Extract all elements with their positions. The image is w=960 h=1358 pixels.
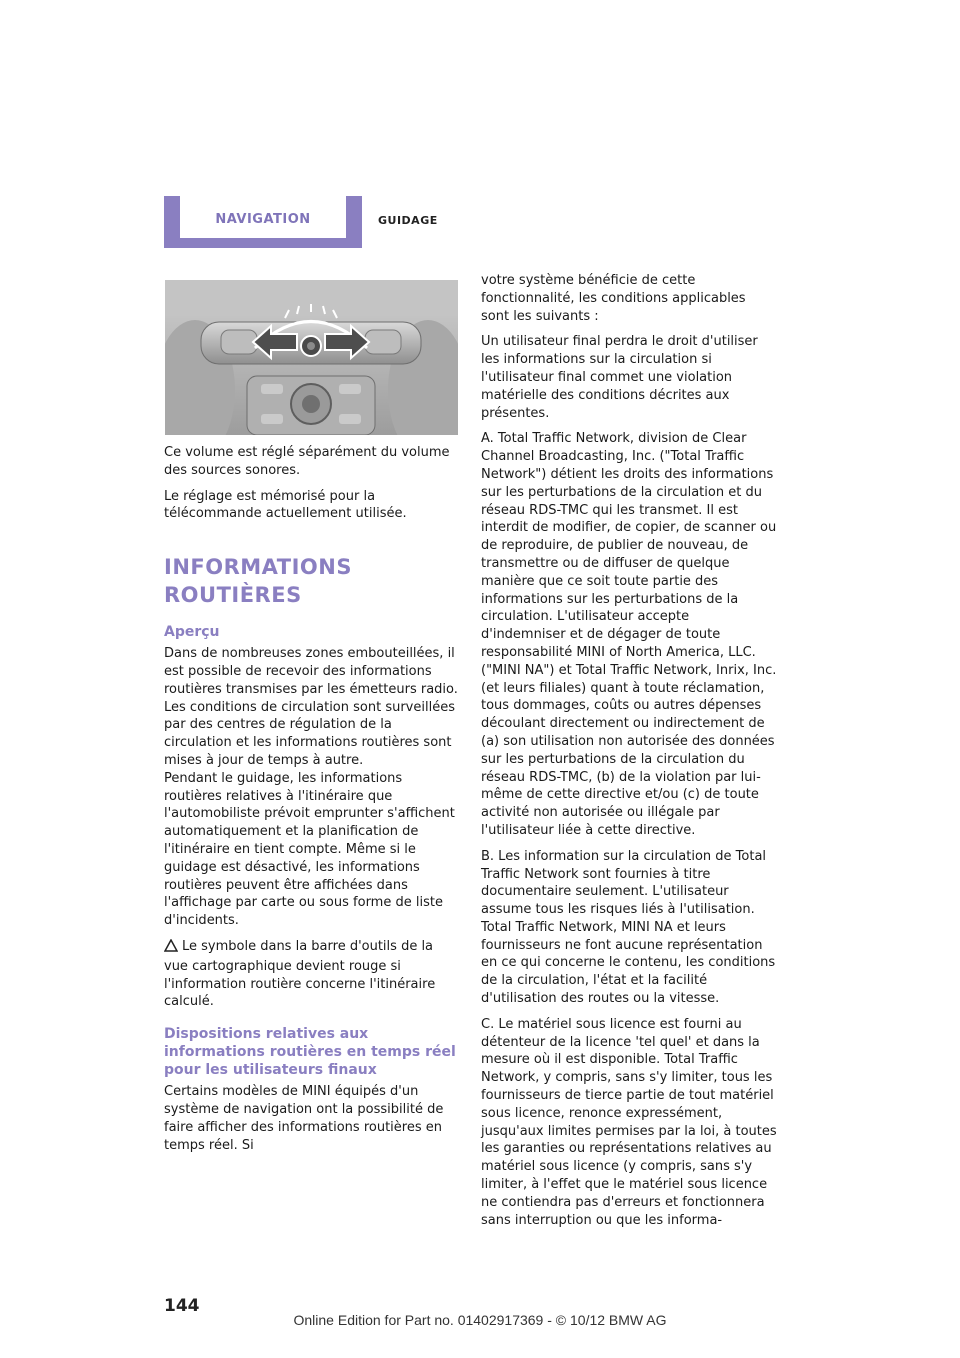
paragraph: Dans de nombreuses zones embouteillées, il est possible de recevoir des informations routières transmises par les émetteurs radio. Les conditions de circulation sont surveillées par des centres de régulation de la circulation et les informations routières sont mises à jour de temps à autre.	[164, 646, 458, 768]
paragraph: C. Le matériel sous licence est fourni au détenteur de la licence 'tel quel' et dans la mesure où il est disponible. Total Traffic Network, y compris, sans s'y limiter, tous les fournisseurs de tierce partie de tout matériel sous licence, renonce expressément, jusqu'aux limites permises par la loi, à toutes les garanties ou représentations relatives au matériel sous licence (y compris, sans s'y limiter, à l'effet que le matériel sous licence ne contiendra pas d'erreurs et fonctionnera sans interruption ou que les informa-	[481, 1016, 777, 1228]
subsection-heading-overview: Aperçu	[164, 624, 220, 641]
paragraph-text: Le symbole dans la barre d'outils de la vue cartographique devient rouge si l'information routière concerne l'itinéraire calculé.	[164, 938, 436, 1010]
page-number: 144	[164, 1296, 200, 1316]
traffic-warning-icon	[164, 939, 178, 958]
paragraph: Certains modèles de MINI équipés d'un système de navigation ont la possibilité de faire afficher des informations routières en temps réel. Si	[164, 1084, 444, 1153]
paragraph: Pendant le guidage, les informations routières relatives à l'itinéraire que l'automobiliste prévoit emprunter s'affichent automatiquement et la planification de l'itinéraire en tient compte. Même si le guidage est désactivé, les informations routières peuvent être affichées dans l'affichage par carte ou sous forme de liste d'incidents.	[164, 770, 455, 929]
left-column	[164, 444, 460, 1154]
section-heading: INFORMATIONS ROUTIÈRES	[164, 555, 352, 608]
dashboard-illustration	[165, 280, 458, 435]
dashboard-photo	[165, 280, 458, 435]
paragraph: A. Total Traffic Network, division de Clear Channel Broadcasting, Inc. ("Total Traffic Network") détient les droits des informations sur les perturbations de la circulation et du réseau RDS-TMC qui les transmet. Il est interdit de modifier, de copier, de scanner ou de reproduire, de publier de nouveau, de transmettre ou de diffuser de quelque manière que ce soit toute partie des informations sur les perturbations de la circulation. L'utilisateur accepte d'indemniser et de dégager de toute responsabilité MINI of North America, LLC. ("MINI NA") et Total Traffic Network, Inrix, Inc. (et leurs filiales) quant à toute réclamation, tous dommages, coûts ou autres dépenses découlant directement ou indirectement de (a) son utilisation non autorisée des données sur les perturbations de la circulation du réseau RDS-TMC, (b) de la violation par lui-même de cette directive et/ou (c) de toute activité non autorisée ou illégale par l'utilisateur liée à cette directive.	[481, 431, 777, 838]
subsection-heading-provisions: Dispositions relatives aux informations routières en temps réel pour les utilisateurs finaux	[164, 1026, 456, 1079]
header-section-label: NAVIGATION	[215, 212, 311, 227]
paragraph: Le réglage est mémorisé pour la télécommande actuellement utilisée.	[164, 488, 407, 522]
right-column	[481, 272, 777, 1229]
volume-knob-icon	[301, 336, 321, 356]
paragraph: Un utilisateur final perdra le droit d'utiliser les informations sur la circulation si l'utilisateur final commet une violation matérielle des conditions décrites aux présentes.	[481, 334, 758, 421]
paragraph-with-icon	[164, 938, 460, 1011]
paragraph: Ce volume est réglé séparément du volume des sources sonores.	[164, 445, 450, 478]
paragraph: votre système bénéficie de cette fonctionnalité, les conditions applicables sont les suivants :	[481, 273, 746, 324]
paragraph: B. Les information sur la circulation de Total Traffic Network sont fournies à titre documentaire seulement. L'utilisateur assume tous les risques liés à l'utilisation. Total Traffic Network, MINI NA et leurs fournisseurs ne font aucune représentation en ce qui concerne le contenu, les conditions de la circulation, l'état et la facilité d'utilisation des routes ou la vitesse.	[481, 848, 776, 1007]
edition-footer: Online Edition for Part no. 01402917369 - © 10/12 BMW AG	[293, 1312, 667, 1328]
header-subsection-label: GUIDAGE	[378, 214, 438, 227]
